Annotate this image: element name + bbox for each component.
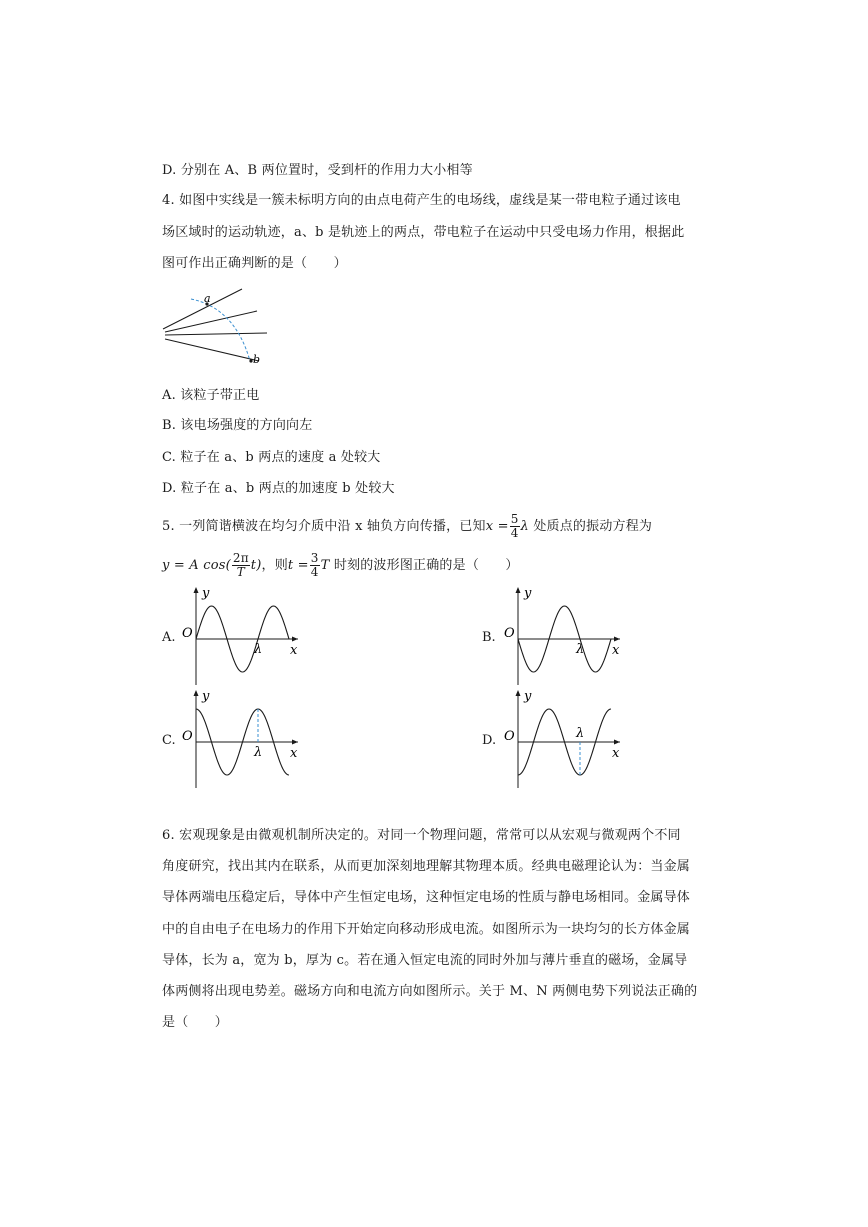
q5-T-var: T	[320, 558, 330, 573]
field-line	[165, 333, 267, 335]
x-axis-arrow-icon	[292, 740, 298, 745]
q5-label-c: C.	[162, 733, 176, 748]
q4-option-d: D. 粒子在 a、b 两点的加速度 b 处较大	[162, 481, 395, 496]
point-a-label: a	[204, 292, 211, 305]
origin-label: O	[504, 626, 515, 641]
q5-frac-5-4	[510, 513, 520, 540]
q6-line3: 导体两端电压稳定后，导体中产生恒定电场，这种恒定电场的性质与静电场相同。金属导体	[162, 890, 691, 905]
q6-line7: 是（ ）	[162, 1015, 229, 1030]
q4-stem-line1: 4. 如图中实线是一簇未标明方向的由点电荷产生的电场线，虚线是某一带电粒子通过该电	[162, 193, 681, 208]
q4-option-c: C. 粒子在 a、b 两点的速度 a 处较大	[162, 450, 381, 465]
q4-stem-line3: 图可作出正确判断的是（ ）	[162, 256, 347, 271]
y-axis-label: y	[202, 689, 210, 704]
y-axis-label: y	[202, 586, 210, 601]
q5-eq-lhs: y = A cos(	[162, 558, 231, 573]
q5-stem-line2	[162, 549, 519, 583]
q5-t-var: t =	[287, 558, 309, 573]
point-b-label: b	[253, 353, 261, 366]
q4-option-b: B. 该电场强度的方向向左	[162, 418, 313, 433]
q5-lambda: λ	[520, 519, 529, 534]
frac-den: 4	[310, 565, 319, 579]
lambda-label: λ	[576, 642, 585, 657]
q5-stem-part4: 时刻的波形图正确的是（ ）	[329, 558, 519, 573]
q6-line4: 中的自由电子在电场力的作用下开始定向移动形成电流。如图所示为一块均匀的长方体金属	[162, 922, 691, 937]
origin-label: O	[182, 729, 193, 744]
q5-label-d: D.	[482, 733, 497, 748]
q5-stem-part1: 5. 一列简谐横波在均匀介质中沿 x 轴负方向传播，已知	[162, 519, 486, 534]
frac-num: 2π	[232, 551, 249, 565]
q5-wave-graph-b	[498, 583, 628, 689]
q5-wave-graph-c	[176, 686, 306, 792]
q3-option-d: D. 分别在 A、B 两位置时，受到杆的作用力大小相等	[162, 163, 473, 178]
frac-num: 3	[310, 551, 319, 565]
q6-line5: 导体，长为 a，宽为 b，厚为 c。若在通入恒定电流的同时外加与薄片垂直的磁场，金属导	[162, 953, 688, 968]
y-axis-label: y	[524, 689, 532, 704]
q5-stem-part2: 处质点的振动方程为	[529, 519, 653, 534]
q5-wave-graph-d	[498, 686, 628, 792]
y-axis-label: y	[524, 586, 532, 601]
q5-frac-3-4	[310, 552, 320, 579]
frac-den: 4	[510, 526, 519, 540]
x-axis-label: x	[612, 643, 620, 658]
y-axis-arrow-icon	[194, 690, 199, 696]
x-axis-label: x	[290, 643, 298, 658]
q5-stem-line1	[162, 510, 652, 544]
y-axis-arrow-icon	[194, 587, 199, 593]
y-axis-arrow-icon	[516, 587, 521, 593]
q5-stem-part3: ，则	[261, 558, 288, 573]
q5-x-var: x =	[485, 519, 509, 534]
q5-wave-graph-a	[176, 583, 306, 689]
field-line	[165, 339, 259, 361]
q6-line1: 6. 宏观现象是由微观机制所决定的。对同一个物理问题，常常可以从宏观与微观两个不同	[162, 828, 681, 843]
y-axis-arrow-icon	[516, 690, 521, 696]
lambda-label: λ	[254, 642, 263, 657]
lambda-label: λ	[254, 745, 263, 760]
x-axis-arrow-icon	[614, 637, 620, 642]
q5-frac-2pi-T	[232, 552, 250, 579]
q5-eq-rhs: t)	[250, 558, 262, 573]
q5-label-a: A.	[162, 630, 176, 645]
x-axis-label: x	[290, 746, 298, 761]
frac-num: 5	[510, 512, 519, 526]
x-axis-arrow-icon	[614, 740, 620, 745]
q4-stem-line2: 场区域时的运动轨迹，a、b 是轨迹上的两点，带电粒子在运动中只受电场力作用，根据此	[162, 225, 685, 240]
x-axis-arrow-icon	[292, 637, 298, 642]
q4-field-figure	[155, 283, 275, 373]
frac-den: T	[236, 565, 245, 579]
field-lines	[163, 289, 267, 361]
q6-line6: 体两侧将出现电势差。磁场方向和电流方向如图所示。关于 M、N 两侧电势下列说法正确的	[162, 984, 698, 999]
origin-label: O	[182, 626, 193, 641]
q5-label-b: B.	[482, 630, 496, 645]
lambda-label: λ	[576, 726, 585, 741]
x-axis-label: x	[612, 746, 620, 761]
q4-option-a: A. 该粒子带正电	[162, 388, 260, 403]
origin-label: O	[504, 729, 515, 744]
q6-line2: 角度研究，找出其内在联系，从而更加深刻地理解其物理本质。经典电磁理论认为：当金属	[162, 859, 691, 874]
